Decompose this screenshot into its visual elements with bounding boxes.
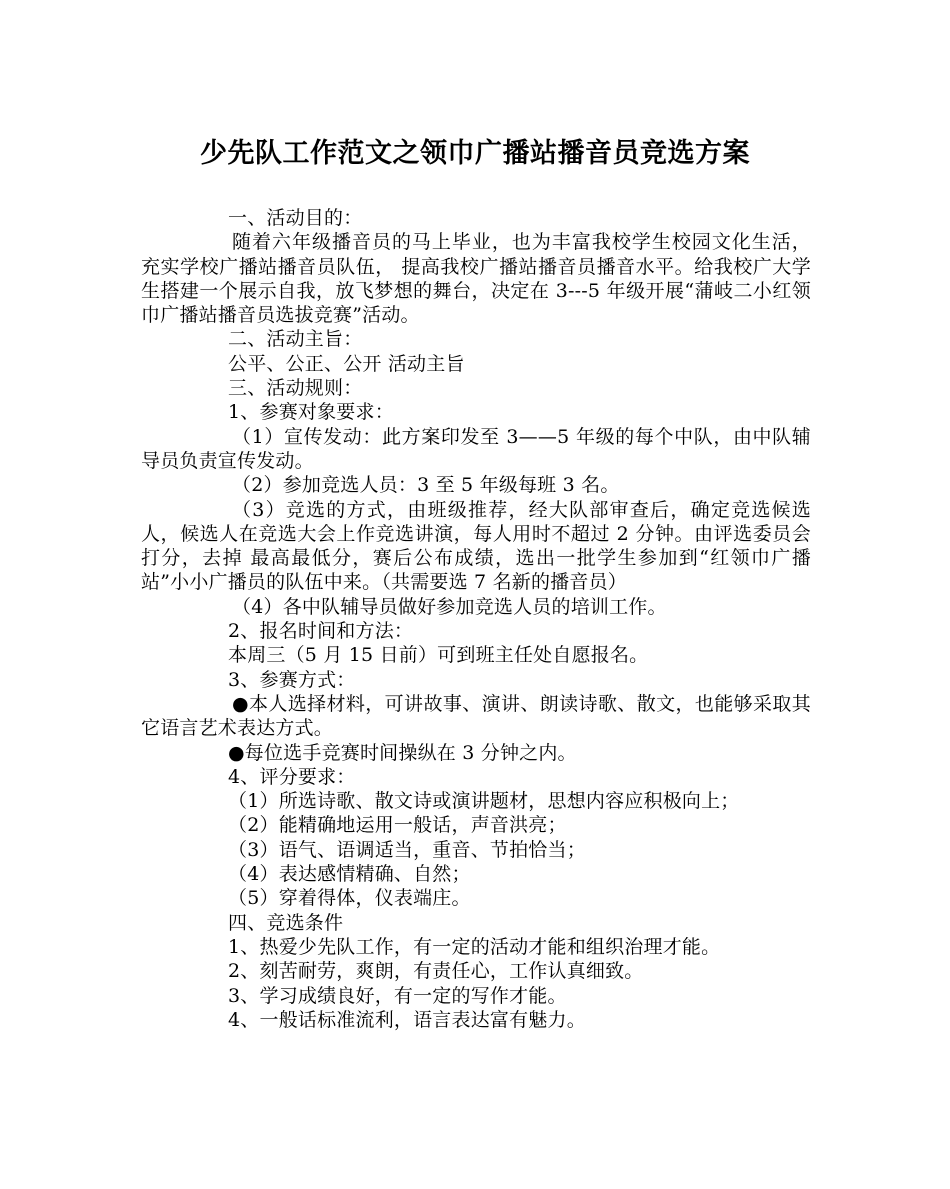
paragraph-6: 1、参赛对象要求： <box>228 401 394 424</box>
paragraph-26: 4、一般话标准流利，语言表达富有魅力。 <box>228 1008 586 1031</box>
paragraph-14: ●本人选择材料，可讲故事、演讲、朗读诗歌、散文，也能够采取其它语言艺术表达方式。 <box>141 692 811 740</box>
paragraph-4: 公平、公正、公开 活动主旨 <box>228 352 465 375</box>
paragraph-8: （2）参加竞选人员：3 至 5 年级每班 3 名。 <box>232 474 620 497</box>
paragraph-10: （4）各中队辅导员做好参加竞选人员的培训工作。 <box>232 595 667 618</box>
paragraph-25: 3、学习成绩良好，有一定的写作才能。 <box>228 984 567 1007</box>
paragraph-7: （1）宣传发动：此方案印发至 3——5 年级的每个中队，由中队辅导员负责宣传发动。 <box>141 425 811 472</box>
paragraph-9: （3）竞选的方式，由班级推荐，经大队部审查后，确定竞选候选人，候选人在竞选大会上作竞选讲演，每人用时不超过 2 分钟。由评选委员会打分，去掉 最高最低分，赛后公布成绩，选出一批学生参加到“红领巾广播站”小小广播员的队伍中来。（共需要选 7 名新的播音员） <box>141 498 811 594</box>
paragraph-19: （3）语气、语调适当，重音、节拍恰当； <box>228 838 586 861</box>
paragraph-20: （4）表达感情精确、自然； <box>228 863 471 886</box>
document-title: 少先队工作范文之领巾广播站播音员竞选方案 <box>200 138 750 169</box>
paragraph-5: 三、活动规则： <box>228 377 363 400</box>
paragraph-17: （1）所选诗歌、散文诗或演讲题材，思想内容应积极向上； <box>228 790 740 813</box>
paragraph-16: 4、评分要求： <box>228 765 356 788</box>
document-body <box>141 206 811 1032</box>
paragraph-15: ●每位选手竞赛时间操纵在 3 分钟之内。 <box>228 741 577 764</box>
paragraph-3: 二、活动主旨： <box>228 328 363 351</box>
paragraph-24: 2、刻苦耐劳，爽朗，有责任心，工作认真细致。 <box>228 960 644 983</box>
paragraph-21: （5）穿着得体，仪表端庄。 <box>228 887 471 910</box>
paragraph-12: 本周三（5 月 15 日前）可到班主任处自愿报名。 <box>228 644 649 667</box>
paragraph-11: 2、报名时间和方法： <box>228 620 414 643</box>
paragraph-13: 3、参赛方式： <box>228 668 356 691</box>
paragraph-22: 四、竞选条件 <box>228 911 344 934</box>
paragraph-1: 一、活动目的： <box>228 207 363 229</box>
paragraph-18: （2）能精确地运用一般话，声音洪亮； <box>228 814 567 837</box>
paragraph-2: 随着六年级播音员的马上毕业，也为丰富我校学生校园文化生活， 充实学校广播站播音员队伍， 提高我校广播站播音员播音水平。给我校广大学生搭建一个展示自我，放飞梦想的舞台，决定在 3---5 年级开展“蒲岐二小红领巾广播站播音员选拔竞赛”活动。 <box>141 231 811 327</box>
paragraph-23: 1、热爱少先队工作，有一定的活动才能和组织治理才能。 <box>228 935 721 958</box>
